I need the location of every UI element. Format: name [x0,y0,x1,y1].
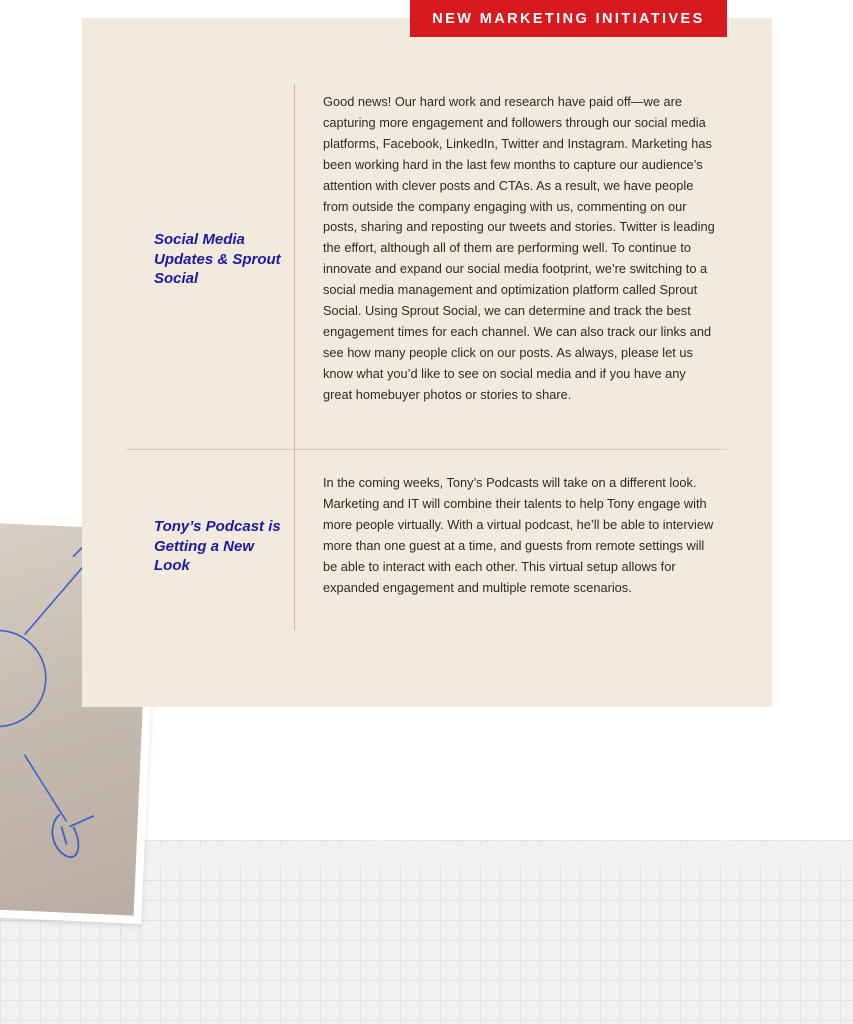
section-body-podcast: In the coming weeks, Tony’s Podcasts will take on a different look. Marketing and IT will combine their talents to help Tony engage with more people virtually. With a virtual podcast, he’ll be able to interview more than one guest at a time, and guests from remote settings will be able to interact with each other. This virtual setup allows for expanded engagement and multiple remote scenarios. [323,475,714,595]
horizontal-divider [126,449,727,450]
vertical-divider [294,84,295,630]
section-banner: NEW MARKETING INITIATIVES [410,0,727,37]
section-title-podcast: Tony’s Podcast is Getting a New Look [154,518,281,574]
section-title-social-media: Social Media Updates & Sprout Social [154,231,281,287]
section-body-social-media: Good news! Our hard work and research have paid off—we are capturing more engagement and followers through our social media platforms, Facebook, LinkedIn, Twitter and Instagram. Marketing has been working hard in the last few months to capture our audience’s attention with clever posts and CTAs. As a result, we have people from outside the company engaging with us, commenting on our posts, sharing and reposting our tweets and stories. Twitter is leading the effort, although all of them are performing well. To continue to innovate and expand our social media footprint, we’re switching to a social media management and optimization platform called Sprout Social. Using Sprout Social, we can determine and track the best engagement times for each channel. We can also track our links and see how many people click on our posts. As always, please let us know what you’d like to see on social media and if you have any great homebuyer photos or stories to share. [323,94,715,402]
